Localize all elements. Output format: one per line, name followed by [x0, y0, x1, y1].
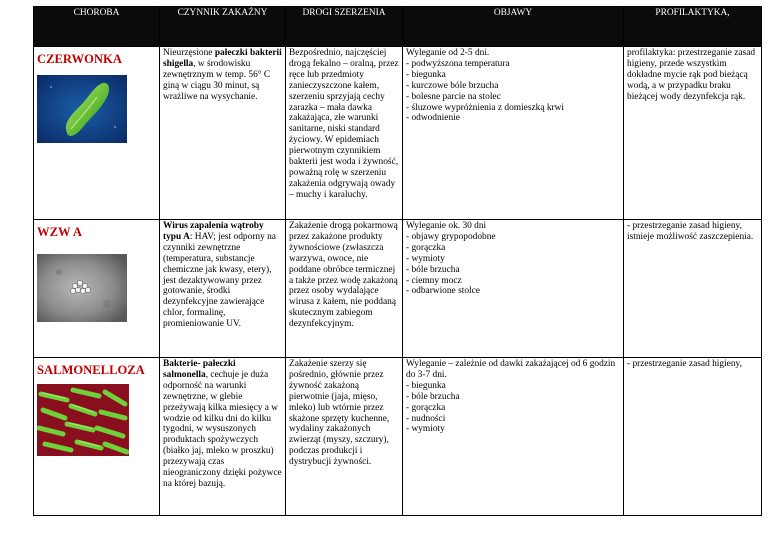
table-row [34, 220, 762, 358]
symptom-line: - gorączka [406, 242, 446, 253]
header-choroba: CHOROBA [34, 7, 160, 47]
agent-text: Nieurzęsione [163, 48, 215, 58]
symptom-line: - objawy grypopodobne [406, 231, 496, 242]
salmonella-bacteria-micrograph [37, 384, 129, 456]
table-row [34, 47, 762, 220]
shigella-bacterium-micrograph [37, 75, 127, 143]
agent-text: , cechuje je duża odporność na warunki zewnętrzne, w glebie przeżywają kilka miesięcy a w wodzie od kilku dni do kilku tygodni, w wysuszonych produktach spożywczych (białko jaj, mleko w proszku) przezywają czas nieograniczony dzięki pożywce na której bazują. [163, 369, 282, 489]
symptom-line: - podwyższona temperatura [406, 58, 510, 69]
agent-bold: Wirus zapalenia wątroby typu A [163, 221, 264, 242]
symptoms-cell [403, 47, 624, 220]
symptom-line: - ciemny mocz [406, 275, 462, 286]
disease-cell [34, 220, 160, 358]
header-row [34, 7, 762, 47]
symptoms-cell [403, 358, 624, 516]
symptom-line: - wymioty [406, 253, 445, 264]
prevention-cell: - przestrzeganie zasad higieny, [624, 358, 762, 516]
symptom-line: - biegunka [406, 380, 446, 391]
disease-name: SALMONELLOZA [37, 363, 145, 377]
agent-cell [160, 358, 286, 516]
hav-virus-micrograph [37, 254, 127, 322]
symptom-line: - gorączka [406, 402, 446, 413]
header-czynnik: CZYNNIK ZAKAŹNY [160, 7, 286, 47]
symptom-line: - wymioty [406, 424, 445, 435]
agent-bold: Bakterie- pałeczki salmonella [163, 359, 236, 380]
symptom-line: Wyleganie od 2-5 dni. [406, 48, 490, 58]
disease-name: WZW A [37, 225, 82, 239]
table-row [34, 358, 762, 516]
route-cell: Zakażenie szerzy się pośrednio, głównie przez żywność zakażoną pierwotnie (jaja, mięso, mleko) lub wtórnie przez skażone sprzęty kuchenne, wydaliny zakażonych zwierząt (myszy, szczury), podczas produkcji i dystrybucji żywności. [286, 358, 403, 516]
header-objawy: OBJAWY [403, 7, 624, 47]
disease-table [33, 6, 762, 516]
disease-cell [34, 47, 160, 220]
route-cell: Zakażenie drogą pokarmową przez zakażone produkty żywnościowe (zwłaszcza warzywa, owoce, nie poddane obróbce termicznej a także przez wodę zakażoną przez osoby wydalające wirusa z kałem, nie poddaną skutecznym zabiegom dezynfekcyjnym. [286, 220, 403, 358]
symptom-line: - nudności [406, 413, 446, 424]
header-drogi: DROGI SZERZENIA [286, 7, 403, 47]
symptom-line: - śluzowe wypróżnienia z domieszką krwi [406, 102, 565, 113]
agent-text: : HAV; jest odporny na czynniki zewnętrzne (temperatura, substancje chemiczne jak kwasy, etery), jest dezaktywowany przez gotowanie, środki dezynfekcyjne zawierające chlor, formalinę, promieniowanie UV. [163, 231, 276, 330]
agent-text: , w środowisku zewnętrznym w temp. 56° C giną w ciągu 30 minut, są wrażliwe na wysychanie. [163, 58, 271, 102]
symptom-line: - biegunka [406, 69, 446, 80]
prevention-cell: - przestrzeganie zasad higieny, istnieje możliwość zaszczepienia. [624, 220, 762, 358]
agent-cell [160, 47, 286, 220]
agent-bold: pałeczki bakterii shigella [163, 48, 282, 69]
disease-cell [34, 358, 160, 516]
symptom-line: - kurczowe bóle brzucha [406, 80, 499, 91]
symptom-line: - odbarwione stolce [406, 286, 480, 297]
route-cell: Bezpośrednio, najczęściej drogą fekalno – oralną, przez ręce lub przedmioty zanieczyszczone kałem, szerzeniu sprzyjają cechy zarazka – mała dawka zakażająca, złe warunki sanitarne, niski standard życiowy. W epidemiach pierwotnym czynnikiem bakterii jest woda i żywność, poważną rolę w szerzeniu zakażenia odgrywają owady – muchy i karaluchy. [286, 47, 403, 220]
disease-name: CZERWONKA [37, 52, 122, 66]
agent-cell [160, 220, 286, 358]
header-profilaktyka: PROFILAKTYKA, [624, 7, 762, 47]
symptom-line: Wyleganie – zależnie od dawki zakażającej od 6 godzin do 3-7 dni. [406, 359, 616, 380]
symptom-line: - bolesne parcie na stolec [406, 91, 501, 102]
symptom-line: - odwodnienie [406, 113, 460, 124]
symptom-line: - bóle brzucha [406, 264, 460, 275]
symptom-line: - bóle brzucha [406, 391, 460, 402]
prevention-cell: profilaktyka: przestrzeganie zasad higieny, przede wszystkim dokładne mycie rąk pod bieżącą wodą, a w przypadku braku bieżącej wody dezynfekcja rąk. [624, 47, 762, 220]
symptom-line: Wyleganie ok. 30 dni [406, 221, 487, 231]
symptoms-cell [403, 220, 624, 358]
